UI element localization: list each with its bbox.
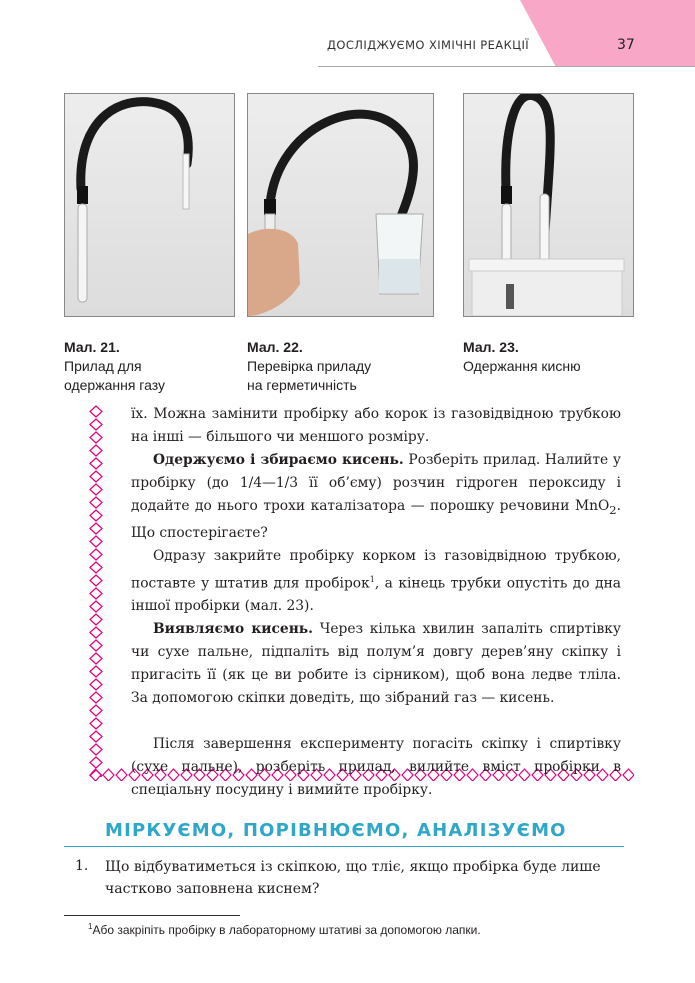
page-number: 37 xyxy=(617,37,635,53)
figure-23-caption xyxy=(463,338,581,376)
figure-21-photo xyxy=(64,93,235,317)
section-heading: МІРКУЄМО, ПОРІВНЮЄМО, АНАЛІЗУЄМО xyxy=(105,820,567,841)
subheading: Виявляємо кисень. xyxy=(153,621,313,638)
paragraph xyxy=(131,618,621,710)
footnote-ref: 1 xyxy=(369,574,375,584)
corner-tab xyxy=(520,0,695,67)
caption-line: на герметичність xyxy=(247,377,357,393)
caption-line: Прилад для xyxy=(64,358,142,374)
figure-label: Мал. 22. xyxy=(247,339,303,355)
question-text: Що відбуватиметься із скіпкою, що тліє, якщо пробірка буде лише частково заповнена киснем? xyxy=(105,859,601,897)
caption-line: Одержання кисню xyxy=(463,358,581,374)
subheading: Одержуємо і збираємо кисень. xyxy=(153,452,404,468)
diamond-border-left xyxy=(89,405,103,777)
text-run: Розберіть прилад. Налийте у пробірку (до 1/4—1/3 її об’єму) розчин гідроген пероксиду і додайте до нього трохи каталізатора — порошку речовини MnO xyxy=(131,452,621,514)
paragraph xyxy=(131,449,621,545)
paragraph: їх. Можна замінити пробірку або корок із газовідвідною трубкою на інші — більшого чи меншого розміру. xyxy=(131,406,621,445)
paragraph: Після завершення експерименту погасіть скіпку і спиртівку (сухе пальне), розберіть прилад, вилийте вміст пробірки в спеціальну посудину і вимийте пробірку. xyxy=(131,736,621,799)
text-run: Одразу закрийте пробірку корком із газовідвідною трубкою, поставте у штатив для пробірок xyxy=(131,547,621,592)
question-number: 1. xyxy=(75,858,89,874)
section-rule xyxy=(64,846,624,847)
text-run: , а кінець трубки опустіть до дна іншої пробірки (мал. 23). xyxy=(131,575,621,615)
subscript: 2 xyxy=(609,502,617,517)
footnote-marker: 1 xyxy=(88,922,93,931)
caption-line: Перевірка приладу xyxy=(247,358,372,374)
figure-23-photo xyxy=(463,93,634,317)
text-run: . Що спостерігаєте? xyxy=(131,498,621,541)
header-rule xyxy=(318,66,695,67)
figure-22-photo xyxy=(247,93,434,317)
footnote-rule xyxy=(64,915,240,916)
text-run: Через кілька хвилин запаліть спиртівку чи сухе пальне, підпаліть від полум’я довгу дерев’яну скіпку і пригасіть її (як це ви робите із сірником), щоб вона ледве тліла. За допомогою скіпки доведіть, що зібраний газ — кисень. xyxy=(131,621,621,707)
figure-21-caption xyxy=(64,338,165,395)
footnote xyxy=(88,922,481,937)
running-title: ДОСЛІДЖУЄМО ХІМІЧНІ РЕАКЦІЇ xyxy=(327,38,530,52)
paragraph xyxy=(131,545,621,619)
figure-label: Мал. 23. xyxy=(463,339,519,355)
footnote-text: Або закріпіть пробірку в лабораторному штативі за допомогою лапки. xyxy=(92,923,481,937)
experiment-text xyxy=(131,403,621,802)
caption-line: одержання газу xyxy=(64,377,165,393)
figure-22-caption xyxy=(247,338,371,395)
figure-label: Мал. 21. xyxy=(64,339,120,355)
